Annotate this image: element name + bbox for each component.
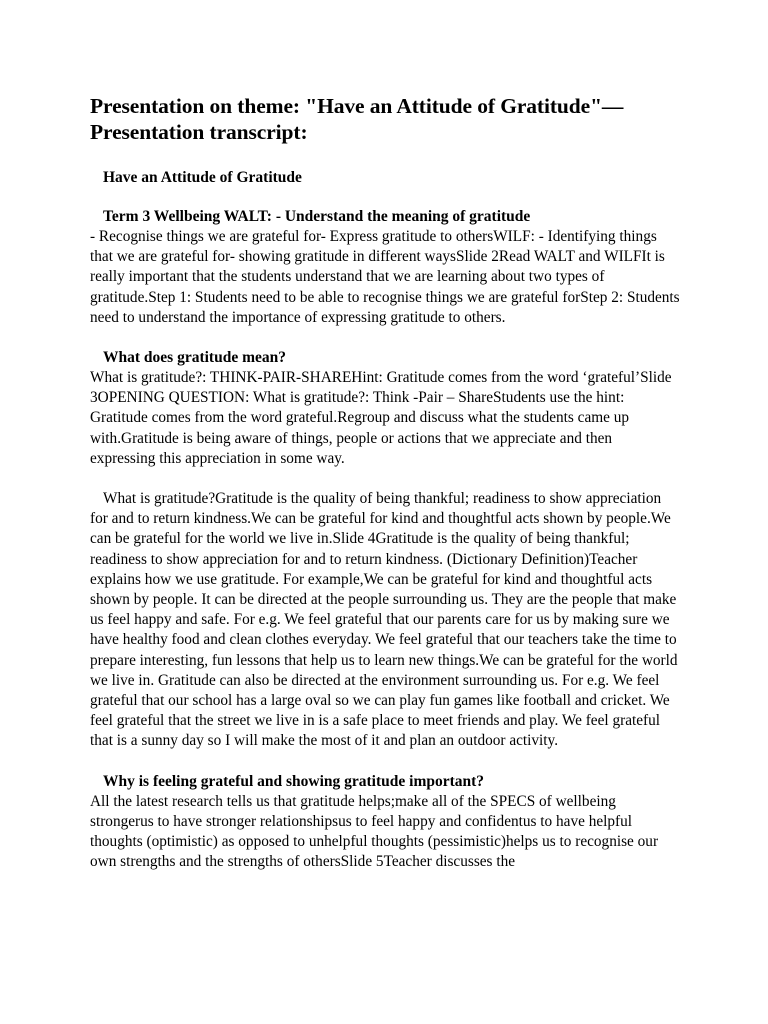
- section-body: What is gratitude?Gratitude is the quality of being thankful; readiness to show appreciation for and to return kindness.We can be grateful for kind and thoughtful acts shown by people.We can be grateful for the world we live in.Slide 4Gratitude is the quality of being thankful; readiness to show appreciation for and to return kindness. (Dictionary Definition)Teacher explains how we use gratitude. For example,We can be grateful for kind and thoughtful acts shown by people. It can be directed at the people surrounding us. They are the people that make us feel happy and safe. For e.g. We feel grateful that our parents care for us by making sure we have healthy food and clean clothes everyday. We feel grateful that our teachers take the time to prepare interesting, fun lessons that help us to learn new things.We can be grateful for the world we live in. Gratitude can also be directed at the environment surrounding us. For e.g. We feel grateful that our school has a large oval so we can play fun games like football and cricket. We feel grateful that the street we live in is a safe place to meet friends and play. We feel grateful that is a sunny day so I will make the most of it and plan an outdoor activity.: [90, 490, 678, 750]
- section-body: What is gratitude?: THINK-PAIR-SHAREHint: Gratitude comes from the word ‘grateful’Slide 3OPENING QUESTION: What is gratitude?: Think -Pair – ShareStudents use the hint: Gratitude comes from the word grateful.Regroup and discuss what the students came up with.Gratitude is being aware of things, people or actions that we appreciate and then expressing this appreciation in some way.: [90, 369, 672, 467]
- section-heading: Term 3 Wellbeing WALT: - Understand the meaning of gratitude: [103, 208, 531, 225]
- section-why-important: [90, 772, 680, 873]
- section-heading: Have an Attitude of Gratitude: [103, 169, 302, 186]
- spacer: [90, 328, 680, 348]
- section-heading: What does gratitude mean?: [103, 349, 286, 367]
- section-gratitude-meaning: [90, 348, 680, 469]
- page-title: Presentation on theme: "Have an Attitude of Gratitude"— Presentation transcript:: [90, 94, 624, 144]
- section-intro: [90, 168, 680, 188]
- spacer: [90, 469, 680, 489]
- spacer: [90, 752, 680, 772]
- document-page: [90, 93, 680, 872]
- section-heading: Why is feeling grateful and showing gratitude important?: [103, 772, 485, 790]
- spacer: [90, 188, 680, 207]
- section-body: All the latest research tells us that gratitude helps;make all of the SPECS of wellbeing strongerus to have stronger relationshipsus to feel happy and confidentus to have helpful thoughts (optimistic) as opposed to unhelpful thoughts (pessimistic)helps us to recognise our own strengths and the strengths of othersSlide 5Teacher discusses the: [90, 792, 659, 871]
- section-body: - Recognise things we are grateful for- Express gratitude to othersWILF: - Identifying things that we are grateful for- showing gratitude in different waysSlide 2Read WALT and WILFIt is really important that the students understand that we are learning about two types of gratitude.Step 1: Students need to be able to recognise things we are grateful forStep 2: Students need to understand the importance of expressing gratitude to others.: [90, 228, 680, 326]
- section-what-is-gratitude: [90, 489, 680, 752]
- section-walt: [90, 207, 680, 328]
